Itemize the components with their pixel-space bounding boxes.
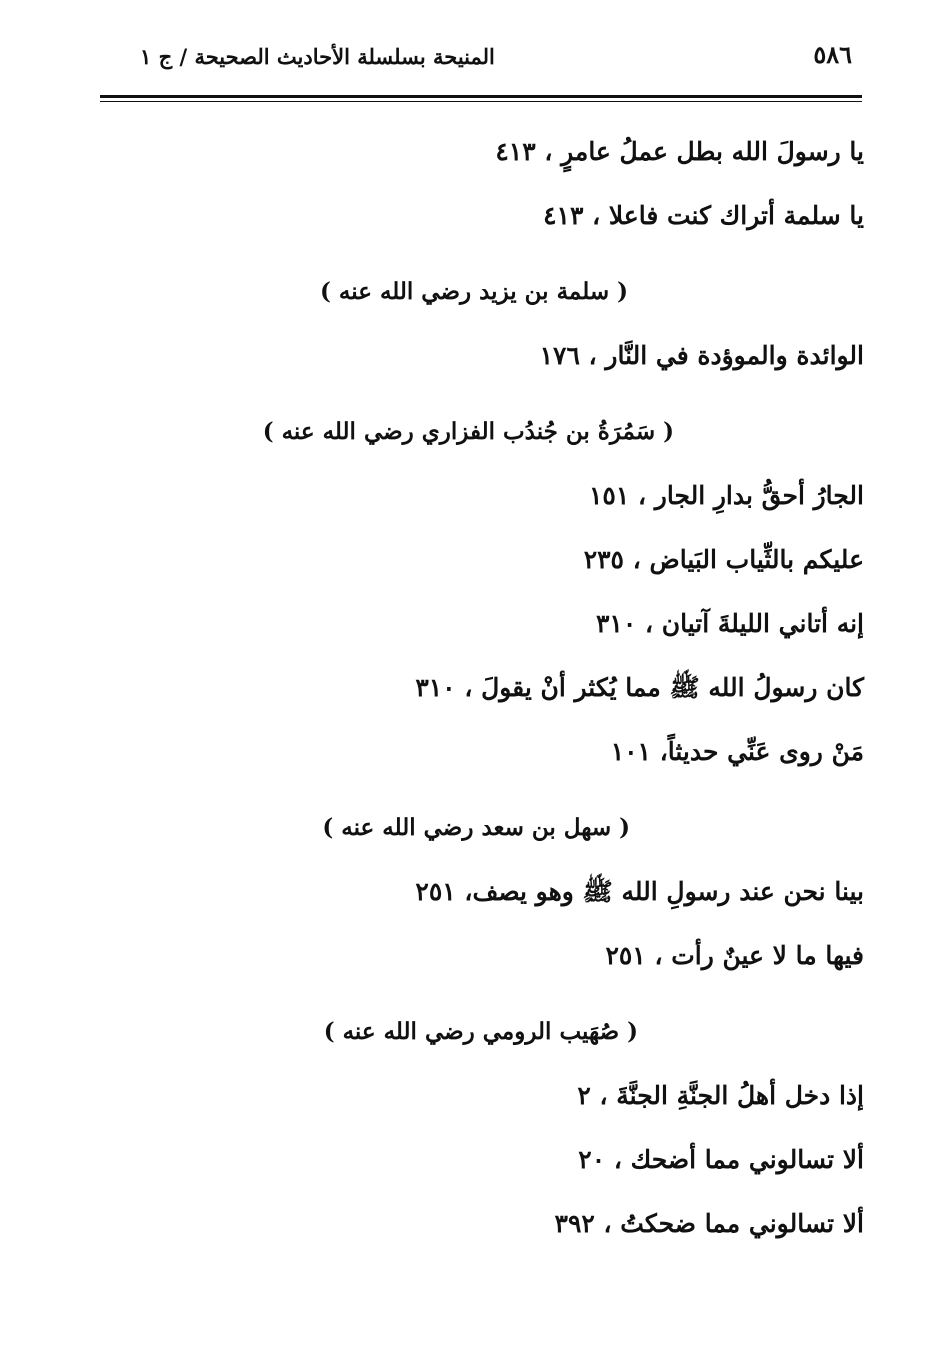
hadith-entry: الجارُ أحقُّ بدارِ الجار ، ١٥١ [588, 481, 864, 510]
section-spacer [100, 784, 864, 796]
header-rule-thick [100, 95, 862, 98]
hadith-entry: الوائدة والموؤدة في النَّار ، ١٧٦ [539, 341, 864, 370]
hadith-entry: بينا نحن عند رسولِ الله ﷺ وهو يصف، ٢٥١ [415, 877, 864, 906]
narrator-heading: ( سلمة بن يزيد رضي الله عنه ) [320, 278, 628, 305]
section-spacer [100, 388, 864, 400]
section-spacer [100, 988, 864, 1000]
index-section [100, 400, 864, 784]
hadith-entry: كان رسولُ الله ﷺ مما يُكثر أنْ يقولَ ، ٣١٠ [415, 673, 864, 702]
hadith-entry: فيها ما لا عينٌ رأت ، ٢٥١ [605, 941, 864, 970]
index-section [100, 120, 864, 248]
index-section [100, 1000, 864, 1256]
narrator-heading: ( سَمُرَةُ بن جُندُب الفزاري رضي الله عنه ) [262, 418, 674, 445]
hadith-entry: يا رسولَ الله بطل عملُ عامرٍ ، ٤١٣ [495, 137, 864, 166]
index-content [100, 120, 864, 1256]
hadith-entry: يا سلمة أتراك كنت فاعلا ، ٤١٣ [543, 201, 864, 230]
hadith-entry: عليكم بالثِّياب البَياض ، ٢٣٥ [583, 545, 864, 574]
hadith-entry: إنه أتاني الليلةَ آتيان ، ٣١٠ [596, 609, 864, 638]
page-header [100, 40, 862, 84]
narrator-heading: ( صُهَيب الرومي رضي الله عنه ) [323, 1018, 638, 1045]
index-section [100, 796, 864, 988]
running-title: المنيحة بسلسلة الأحاديث الصحيحة / ج ١ [140, 44, 495, 69]
hadith-entry: إذا دخل أهلُ الجنَّةِ الجنَّةَ ، ٢ [577, 1081, 864, 1110]
index-section [100, 260, 864, 388]
header-rule-thin [100, 101, 862, 102]
page-number: ٥٨٦ [813, 40, 852, 69]
hadith-entry: ألا تسالوني مما أضحك ، ٢٠ [578, 1145, 864, 1174]
hadith-entry: مَنْ روى عَنِّي حديثاً، ١٠١ [610, 737, 864, 766]
hadith-entry: ألا تسالوني مما ضحكتُ ، ٣٩٢ [554, 1209, 864, 1238]
section-spacer [100, 248, 864, 260]
narrator-heading: ( سهل بن سعد رضي الله عنه ) [322, 814, 630, 841]
